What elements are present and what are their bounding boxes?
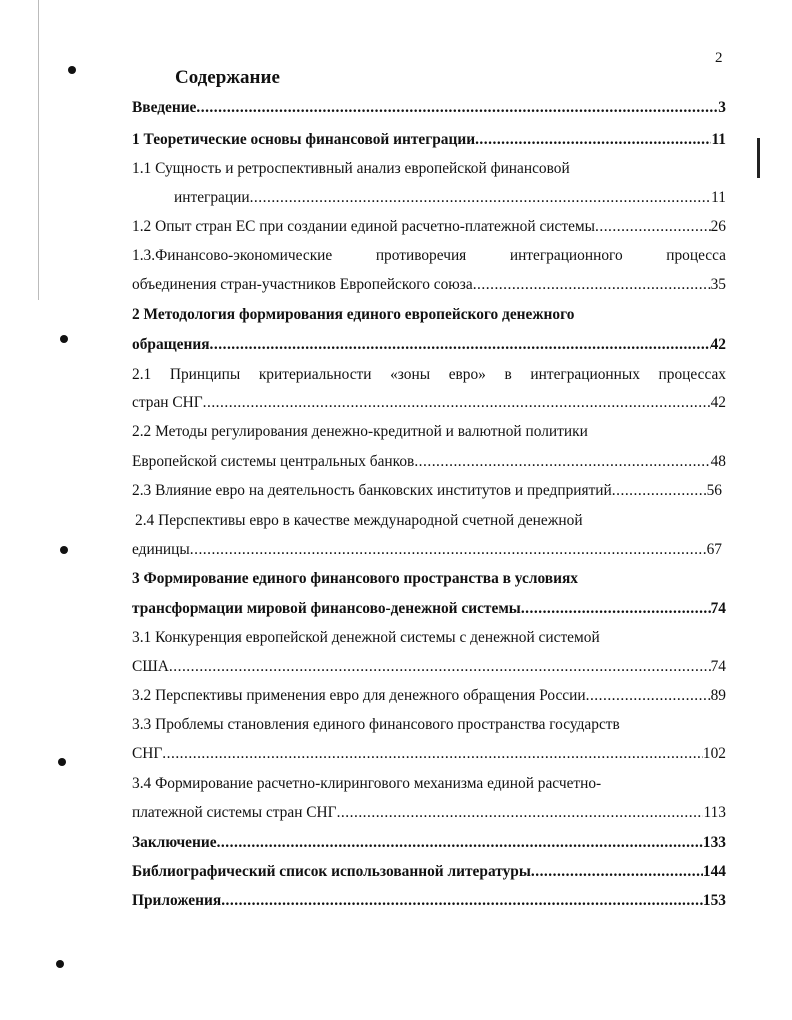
toc-entry-3-3-line1 [132,714,726,736]
toc-entry-3-1-line1 [132,627,726,649]
toc-entry-page: 42 [710,394,726,411]
toc-entry-page: 102 [702,745,726,762]
toc-entry-page: 35 [710,276,726,293]
scan-edge-line [38,0,39,300]
toc-entry-bibliography [132,861,726,883]
toc-entry-1-3-line2 [132,274,726,296]
toc-entry-page: 133 [702,834,726,851]
toc-entry-3-4-line2 [132,802,726,824]
toc-entry-chapter-3-line2 [132,598,726,620]
word: противоречия [375,247,467,264]
toc-entry-chapter-1 [132,129,726,151]
toc-entry-label: 3 Формирование единого финансового пространства в условиях [132,570,578,587]
word: интеграционных [530,366,640,383]
toc-entry-chapter-2-line2 [132,334,726,356]
leader-dots [217,832,703,854]
leader-dots [531,861,703,883]
leader-dots [196,97,718,119]
toc-entry-page: 3 [718,99,726,116]
toc-entry-label: 1.2 Опыт стран ЕС при создании единой расчетно-платежной системы [132,218,595,235]
toc-entry-label: обращения [132,336,210,353]
toc-entry-3-2 [132,685,726,707]
leader-dots [475,129,711,151]
page-title: Содержание [175,67,280,88]
word: процессах [658,366,726,383]
toc-entry-label: 3.1 Конкуренция европейской денежной системы с денежной системой [132,629,600,646]
toc-entry-label: Европейской системы центральных банков [132,453,415,470]
leader-dots [414,451,710,473]
toc-entry-page: 11 [711,131,726,148]
binder-hole-mark [60,335,68,343]
toc-entry-page: 11 [711,189,726,206]
toc-entry-1-1-line2 [174,187,726,209]
toc-entry-introduction [132,97,726,119]
toc-entry-label: 2 Методология формирования единого европейского денежного [132,306,575,323]
leader-dots [169,656,711,678]
word: в [504,366,512,383]
toc-entry-label: объединения стран-участников Европейского союза [132,276,473,293]
toc-entry-page: 48 [710,453,726,470]
leader-dots [337,802,704,824]
toc-entry-label: Библиографический список использованной литературы [132,863,531,880]
toc-entry-label: СНГ [132,745,163,762]
toc-entry-2-2-line1 [132,421,726,443]
toc-entry-page: 42 [710,336,726,353]
toc-entry-label: 1 Теоретические основы финансовой интеграции [132,131,476,148]
leader-dots [595,216,711,238]
toc-entry-2-1-line2 [132,392,726,414]
leader-dots [612,480,707,502]
toc-entry-label: 2.3 Влияние евро на деятельность банковских институтов и предприятий [132,482,612,499]
leader-dots [210,334,711,356]
toc-entry-page: 153 [702,892,726,909]
leader-dots [162,743,703,765]
leader-dots [221,890,703,912]
binder-hole-mark [60,546,68,554]
toc-entry-1-1-line1 [132,158,726,180]
leader-dots [190,539,707,561]
toc-entry-3-4-line1 [132,773,726,795]
toc-entry-2-1-line1 [132,364,726,386]
binder-hole-mark [68,66,76,74]
toc-entry-2-2-line2 [132,451,726,473]
toc-entry-page: 56 [706,482,722,499]
binder-hole-mark [58,758,66,766]
toc-entry-1-3-line1 [132,245,726,267]
toc-entry-3-1-line2 [132,656,726,678]
toc-entry-2-4-line1 [135,510,685,532]
word: критериальности [258,366,372,383]
toc-entry-page: 89 [710,687,726,704]
toc-entry-label: США [132,658,169,675]
toc-entry-label: Приложения [132,892,222,909]
toc-entry-chapter-2-line1 [132,304,726,326]
leader-dots [521,598,711,620]
word: интеграционного [509,247,623,264]
toc-entry-label: трансформации мировой финансово-денежной системы [132,600,521,617]
toc-entry-label: 2.2 Методы регулирования денежно-кредитной и валютной политики [132,423,588,440]
toc-entry-page: 74 [710,658,726,675]
toc-entry-label: 3.3 Проблемы становления единого финансового пространства государств [132,716,620,733]
toc-entry-3-3-line2 [132,743,726,765]
toc-entry-label: 3.2 Перспективы применения евро для денежного обращения России [132,687,586,704]
binder-hole-mark [56,960,64,968]
word: Принципы [169,366,241,383]
toc-entry-page: 67 [706,541,722,558]
scan-margin-mark [757,138,760,178]
toc-entry-label: 1.1 Сущность и ретроспективный анализ европейской финансовой [132,160,570,177]
toc-entry-label: 3.4 Формирование расчетно-клирингового механизма единой расчетно- [132,775,602,792]
word: 1.3.Финансово-экономические [132,247,333,264]
toc-entry-chapter-3-line1 [132,568,726,590]
toc-entry-appendices [132,890,726,912]
toc-entry-label: Заключение [132,834,217,851]
toc-entry-page: 113 [703,804,726,821]
word: 2.1 [132,366,152,383]
leader-dots [203,392,711,414]
word: процесса [666,247,726,264]
toc-entry-label: платежной системы стран СНГ [132,804,337,821]
toc-entry-page: 144 [702,863,726,880]
toc-entry-label: единицы [132,541,190,558]
toc-entry-label: стран СНГ [132,394,203,411]
toc-entry-label: интеграции [174,189,250,206]
toc-entry-conclusion [132,832,726,854]
leader-dots [586,685,711,707]
toc-entry-label: Введение [132,99,197,116]
toc-entry-2-3 [132,480,722,502]
toc-entry-1-2 [132,216,726,238]
word: евро» [448,366,486,383]
toc-entry-label: 2.4 Перспективы евро в качестве международной счетной денежной [135,512,583,529]
toc-entry-2-4-line2 [132,539,722,561]
leader-dots [250,187,712,209]
page-number: 2 [715,50,723,66]
toc-entry-page: 26 [710,218,726,235]
leader-dots [473,274,711,296]
toc-entry-page: 74 [710,600,726,617]
word: «зоны [390,366,431,383]
